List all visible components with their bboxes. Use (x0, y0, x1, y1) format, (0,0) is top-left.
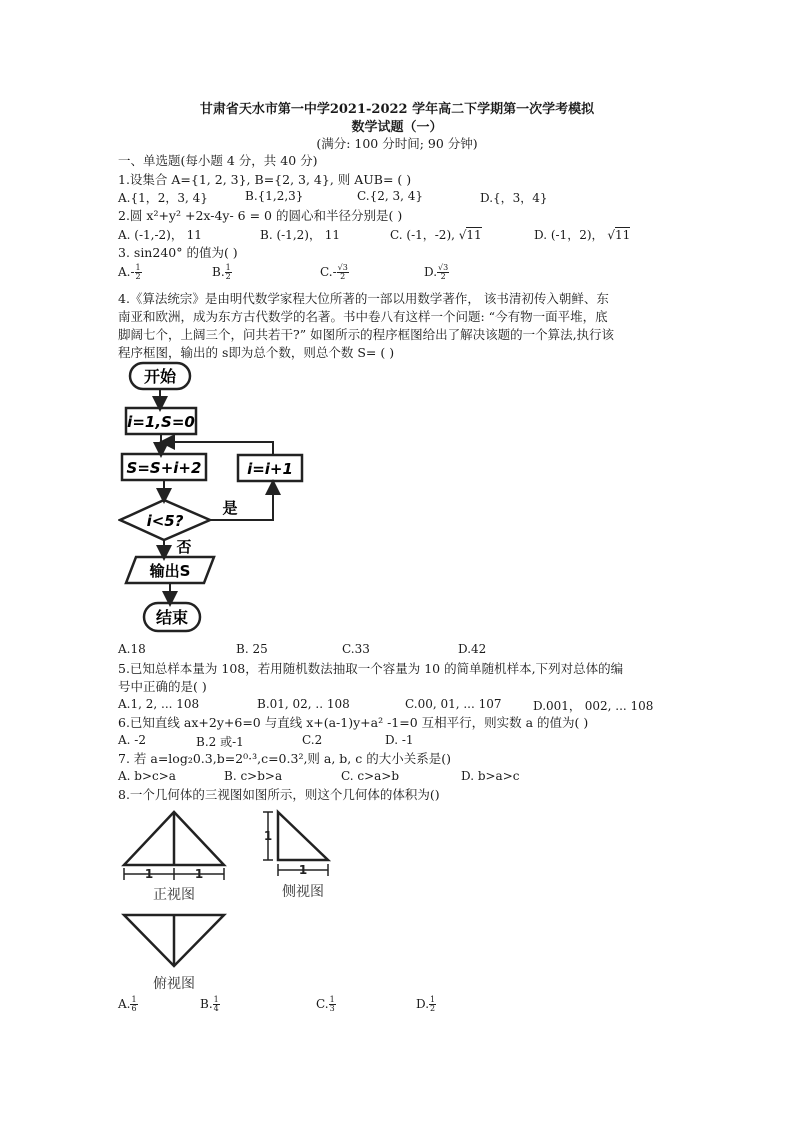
denominator: 4 (213, 1004, 219, 1013)
q3-option-a-prefix: A.- (118, 265, 135, 279)
q3-option-b (212, 264, 232, 281)
q6-option-c: C.2 (302, 733, 323, 747)
numerator: 1 (430, 995, 436, 1004)
q6-option-d: D. -1 (385, 733, 414, 747)
flow-body-label: S=S+i+2 (126, 459, 202, 477)
q2-option-c-radicand: 11 (466, 228, 482, 242)
denominator: 3 (329, 1004, 335, 1013)
flowchart (118, 360, 318, 640)
exam-meta: (满分: 100 分时间; 90 分钟) (316, 136, 478, 151)
q5-line-1: 5.已知总样本量为 108，若用随机数法抽取一个容量为 10 的简单随机样本,下列对总体的编 (118, 661, 624, 676)
q5-option-d: D.001， 002, ... 108 (533, 699, 654, 713)
q1-option-a: A.{1，2，3, 4} (118, 191, 208, 205)
denominator: 2 (225, 272, 231, 281)
q2-option-c-text: C. (-1，-2), (390, 228, 455, 242)
q3-option-b-fraction (225, 264, 232, 281)
q3-option-a-fraction (135, 264, 142, 281)
exam-subtitle: 数学试题（一） (351, 120, 443, 135)
q8-option-b-prefix: B. (200, 997, 213, 1011)
q4-line-3: 脚阔七个，上阔三个，问共若干?” 如图所示的程序框图给出了解决该题的一个算法,执行该 (118, 327, 615, 342)
front-dim-left: 1 (144, 867, 154, 881)
denominator: 2 (135, 272, 141, 281)
front-view (124, 812, 224, 880)
q8-option-b (200, 996, 220, 1013)
q4-line-4: 程序框图，输出的 s即为总个数，则总个数 S= ( ) (118, 345, 395, 360)
side-dim-width: 1 (298, 863, 308, 877)
q7-option-c: C. c>a>b (341, 769, 400, 783)
q7-option-b: B. c>b>a (224, 769, 283, 783)
q2-option-c: C. (-1，-2), √11 (390, 228, 482, 242)
denominator: 2 (340, 272, 346, 281)
q3-option-c (320, 264, 349, 281)
q2-option-b: B. (-1,2)， 11 (260, 228, 341, 242)
q4-option-c: C.33 (342, 642, 370, 656)
q5-line-2: 号中正确的是( ) (118, 679, 207, 694)
q8-option-d-prefix: D. (416, 997, 430, 1011)
flow-end-label: 结束 (155, 608, 189, 627)
q3-stem: 3. sin240° 的值为( ) (118, 245, 238, 260)
q1-option-b: B.{1,2,3} (245, 189, 304, 203)
q3-option-d-prefix: D. (424, 265, 438, 279)
q8-option-d (416, 996, 436, 1013)
top-view (124, 915, 224, 966)
q3-option-d-fraction (437, 264, 449, 281)
q2-option-a: A. (-1,-2)， 11 (118, 228, 202, 242)
q1-option-d: D.{，3，4} (480, 191, 548, 205)
denominator: 2 (440, 272, 446, 281)
flow-no-label: 否 (176, 538, 192, 556)
exam-title: 甘肃省天水市第一中学2021-2022 学年高二下学期第一次学考模拟 (199, 102, 595, 117)
q4-line-2: 南亚和欧洲，成为东方古代数学的名著。书中卷八有这样一个问题: “今有物一面平堆，底 (118, 309, 608, 324)
q1-stem: 1.设集合 A={1, 2, 3}, B={2, 3, 4}, 则 AUB= ( ) (118, 172, 412, 187)
q8-stem: 8.一个几何体的三视图如图所示，则这个几何体的体积为() (118, 787, 440, 802)
q3-option-c-prefix: C.- (320, 265, 337, 279)
numerator: 1 (329, 995, 335, 1004)
q8-option-a-prefix: A. (118, 997, 131, 1011)
denominator: 2 (430, 1004, 436, 1013)
q5-option-a: A.1, 2, ... 108 (118, 697, 200, 711)
flow-inc-label: i=i+1 (247, 460, 293, 478)
q4-line-1: 4.《算法统宗》是由明代数学家程大位所著的一部以用数学著作， 该书清初传入朝鲜、东 (118, 291, 609, 306)
q7-option-d: D. b>a>c (461, 769, 520, 783)
q8-option-d-fraction (429, 996, 436, 1013)
q8-option-c-prefix: C. (316, 997, 329, 1011)
side-dim-height: 1 (263, 829, 273, 843)
numerator: 1 (225, 263, 231, 272)
q1-option-c: C.{2, 3, 4} (357, 189, 423, 203)
q6-option-a: A. -2 (118, 733, 146, 747)
denominator: 6 (131, 1004, 137, 1013)
q2-stem: 2.圆 x²+y² +2x-4y- 6 = 0 的圆心和半径分别是( ) (118, 208, 403, 223)
q3-option-a (118, 264, 142, 281)
q4-option-a: A.18 (118, 642, 146, 656)
flow-yes-label: 是 (222, 499, 238, 517)
q2-option-d-text: D. (-1，2)， (534, 228, 604, 242)
flow-yes-line (210, 483, 273, 520)
q8-option-a (118, 996, 138, 1013)
q7-stem: 7. 若 a=log₂0.3,b=2⁰·³,c=0.3²,则 a, b, c 的大小关系是() (118, 751, 451, 766)
q6-stem: 6.已知直线 ax+2y+6=0 与直线 x+(a-1)y+a² -1=0 互相平行，则实数 a 的值为( ) (118, 715, 589, 730)
q8-option-c (316, 996, 336, 1013)
q4-option-b: B. 25 (236, 642, 268, 656)
q4-option-d: D.42 (458, 642, 487, 656)
numerator: 1 (131, 995, 137, 1004)
q3-option-b-prefix: B. (212, 265, 225, 279)
numerator: √3 (438, 263, 449, 272)
front-dim-right: 1 (194, 867, 204, 881)
q8-option-a-fraction (130, 996, 137, 1013)
q8-option-b-fraction (213, 996, 220, 1013)
q2-option-d: D. (-1，2)， √11 (534, 228, 631, 242)
q6-option-b: B.2 或-1 (196, 735, 244, 749)
flow-output-label: 输出S (149, 562, 191, 580)
flow-decision-label: i<5? (146, 512, 184, 530)
side-view (263, 812, 328, 876)
q3-option-d (424, 264, 449, 281)
side-view-label: 侧视图 (282, 884, 324, 900)
q2-option-d-radicand: 11 (614, 228, 631, 242)
q8-option-c-fraction (329, 996, 336, 1013)
numerator: √3 (337, 263, 348, 272)
flow-start-label: 开始 (143, 367, 177, 386)
top-view-label: 俯视图 (153, 976, 195, 992)
flow-init-label: i=1,S=0 (127, 413, 195, 431)
q5-option-b: B.01, 02, .. 108 (257, 697, 350, 711)
q7-option-a: A. b>c>a (118, 769, 176, 783)
numerator: 1 (213, 995, 219, 1004)
section-heading: 一、单选题(每小题 4 分，共 40 分) (118, 153, 318, 168)
three-view-diagram (118, 800, 348, 995)
numerator: 1 (135, 263, 141, 272)
q3-option-c-fraction (337, 264, 349, 281)
q5-option-c: C.00, 01, ... 107 (405, 697, 502, 711)
front-view-label: 正视图 (153, 887, 195, 903)
